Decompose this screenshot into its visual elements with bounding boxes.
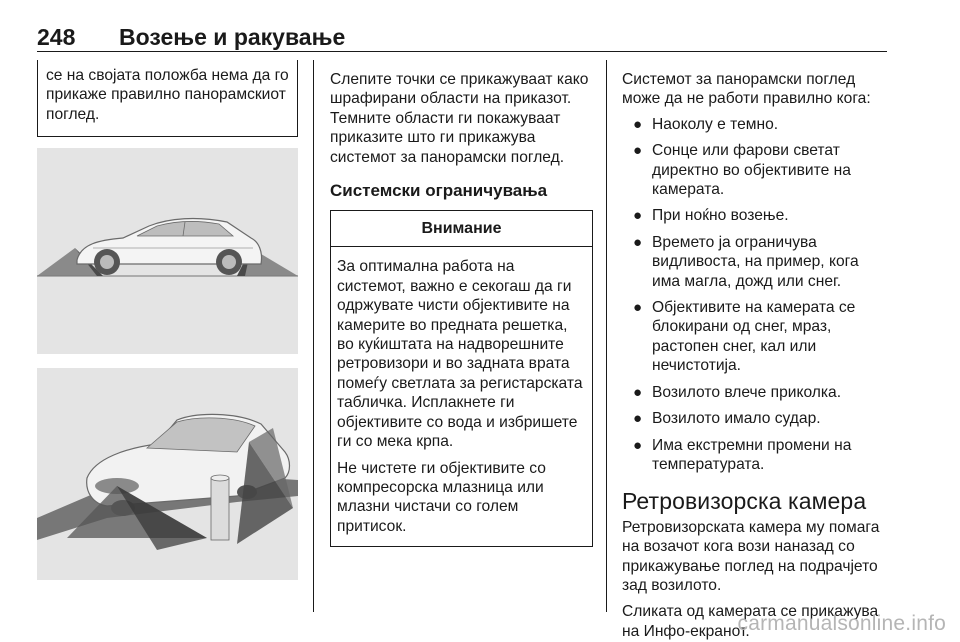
bullet-icon: ● xyxy=(633,410,643,428)
list-item: ● При ноќно возење. xyxy=(633,207,789,225)
warning-paragraph: За оптимална работа на системот, важно е секогаш да ги одржувате чисти објективите на камерите во предната решетка, во куќиштата на надворешните ретровизори и во задната врата помеѓу светлата за регистарската табличка. Исплакнете ги објективите со вода и избришете ги со мека крпа. xyxy=(337,258,583,451)
continued-note-text: се на својата положба нема да го прикаже правилно панорамскиот поглед. xyxy=(46,67,289,123)
car-side-view-figure xyxy=(37,148,298,354)
list-item: ● Возилото влече приколка. xyxy=(633,383,842,401)
rear-camera-paragraph: Ретровизорската камера му помага на возачот кога вози наназад со прикажување поглед на подрачјето зад возилото. xyxy=(622,518,880,594)
list-item: ● Возилото имало судар. xyxy=(633,410,821,428)
car-perspective-view-figure xyxy=(37,368,298,580)
list-item: ● Наоколу е темно. xyxy=(633,115,779,133)
page-header xyxy=(37,22,887,52)
warning-paragraph: Не чистете ги објективите со компресорска млазница или млазни чистачи со голем притисок. xyxy=(337,459,546,535)
bullet-icon: ● xyxy=(633,233,643,251)
rear-camera-paragraph: Сликата од камерата се прикажува на Инфо-екранот. xyxy=(622,603,879,640)
page-title: Возење и ракување xyxy=(119,24,346,50)
warning-box xyxy=(330,210,593,547)
system-limitations-heading: Системски ограничувања xyxy=(330,181,548,201)
limitations-intro: Системот за панорамски поглед може да не работи правилно кога: xyxy=(622,71,871,108)
list-item: ● Сонце или фарови светат директно во објективите на камерата. xyxy=(633,142,851,199)
car-side-view-illustration xyxy=(37,148,298,354)
middle-column xyxy=(330,70,596,547)
rear-camera-heading: Ретровизорска камера xyxy=(622,488,867,515)
list-item: ● Објективите на камерата се блокирани од снег, мраз, растопен снег, кал или нечистотија. xyxy=(633,299,856,375)
bullet-icon: ● xyxy=(633,207,643,225)
bullet-icon: ● xyxy=(633,142,643,160)
car-perspective-view-illustration xyxy=(37,368,298,580)
limitations-list xyxy=(622,115,888,475)
column-divider-right xyxy=(606,60,607,612)
bullet-icon: ● xyxy=(633,299,643,317)
warning-heading: Внимание xyxy=(331,211,592,247)
bullet-icon: ● xyxy=(633,115,643,133)
right-column xyxy=(622,70,888,641)
column-divider-left xyxy=(313,60,314,612)
continued-note-box xyxy=(37,60,298,137)
watermark: carmanualsonline.info xyxy=(737,612,946,635)
bullet-icon: ● xyxy=(633,436,643,454)
bullet-icon: ● xyxy=(633,383,643,401)
warning-body xyxy=(331,247,592,546)
list-item: ● Времето ја ограничува видливоста, на пример, кога има магла, дожд или снег. xyxy=(633,233,859,290)
blind-spot-paragraph: Слепите точки се прикажуваат како шрафирани области на приказот. Темните области ги покажуваат приказите што ги прикажува системот за панорамски поглед. xyxy=(330,71,589,166)
list-item: ● Има екстремни промени на температурата. xyxy=(633,436,852,473)
page-number: 248 xyxy=(37,24,76,50)
